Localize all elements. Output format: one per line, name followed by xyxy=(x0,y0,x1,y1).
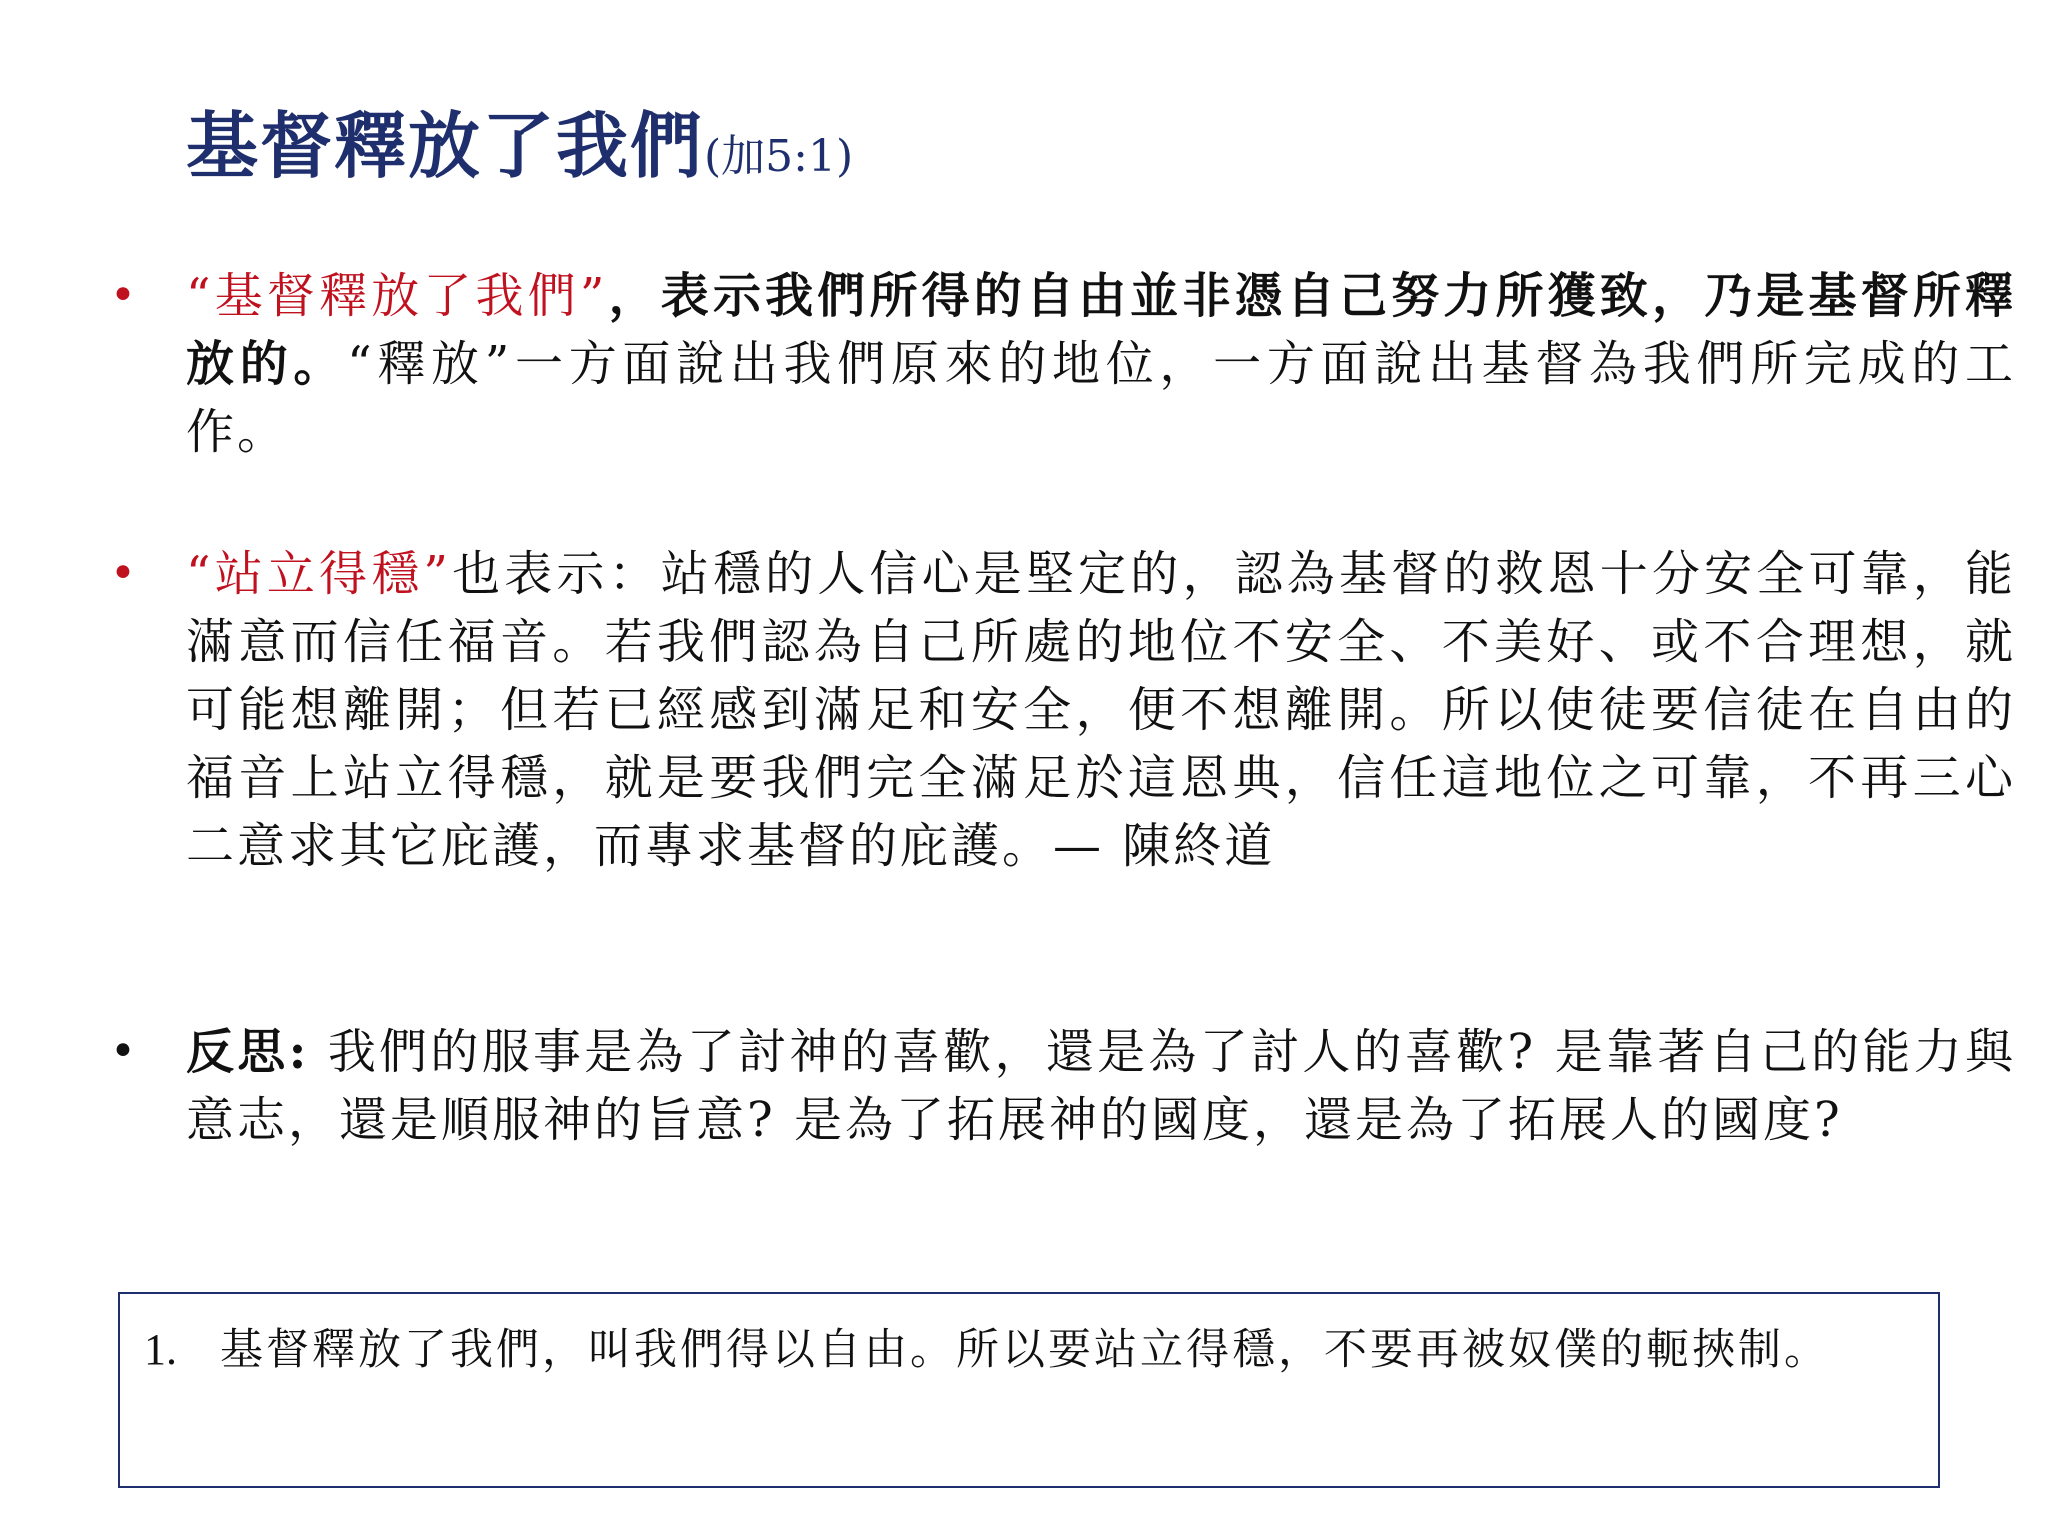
title-main: 基督釋放了我們 xyxy=(186,103,705,188)
bullet-rest: 我們的服事是為了討神的喜歡，還是為了討人的喜歡? 是靠著自己的能力與意志，還是順服神的旨意? 是為了拓展神的國度，還是為了拓展人的國度? xyxy=(186,1024,2016,1148)
bullet-text xyxy=(186,262,2016,466)
bullet-text xyxy=(186,540,2016,880)
note-text: 基督釋放了我們，叫我們得以自由。所以要站立得穩，不要再被奴僕的軛挾制。 xyxy=(220,1325,1830,1375)
bullet-dot-icon: • xyxy=(110,1026,136,1077)
bullet-rest: 也表示：站穩的人信心是堅定的，認為基督的救恩十分安全可靠，能滿意而信任福音。若我們認為自己所處的地位不安全、不美好、或不合理想，就可能想離開；但若已經感到滿足和安全，便不想離開。所以使徒要信徒在自由的福音上站立得穩，就是要我們完全滿足於這恩典，信任這地位之可靠，不再三心二意求其它庇護，而專求基督的庇護。— 陳終道 xyxy=(186,546,2016,874)
bullet-text xyxy=(186,1018,2016,1154)
bullet-dot-icon: • xyxy=(110,270,136,321)
bullet-dot-icon: • xyxy=(110,548,136,599)
bullet-bold-text: ，表示我們所得的自由並非憑自己努力所獲致，乃是基督所釋放的。 xyxy=(186,268,2016,392)
title-reference: (加5:1) xyxy=(704,131,854,182)
bullet-rest: “釋放”一方面說出我們原來的地位，一方面說出基督為我們所完成的工作。 xyxy=(186,336,2016,460)
note-number: 1. xyxy=(144,1325,177,1374)
bullet-quote: “基督釋放了我們” xyxy=(186,268,608,324)
page-title xyxy=(186,96,853,196)
note-box xyxy=(118,1292,1940,1488)
bullet-quote: “站立得穩” xyxy=(186,546,451,602)
bullet-bold-label: 反思: xyxy=(186,1024,310,1080)
